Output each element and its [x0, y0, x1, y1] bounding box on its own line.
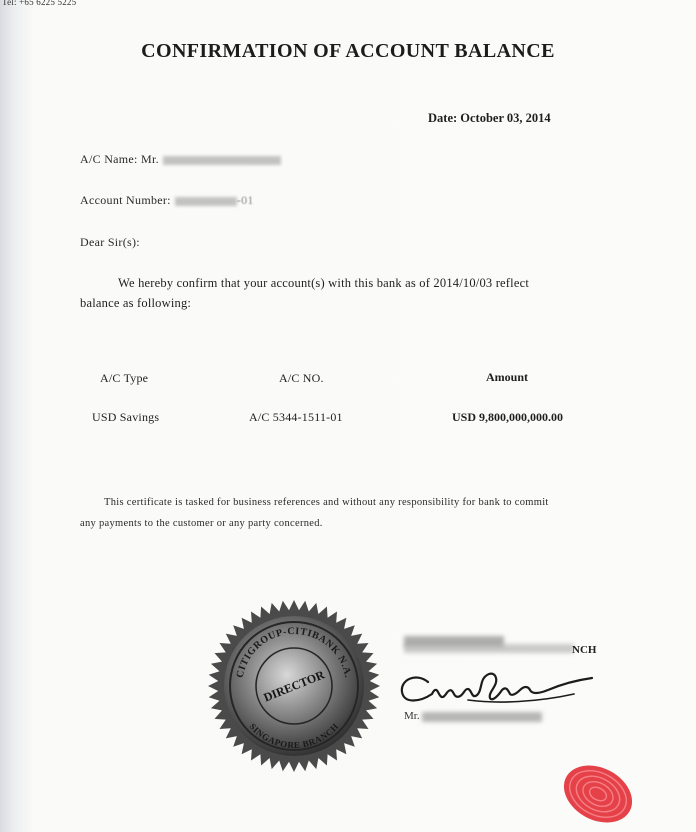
disclaimer-line-1: This certificate is tasked for business references and without any responsibility for bank to commit: [104, 497, 549, 508]
document-title: CONFIRMATION OF ACCOUNT BALANCE: [141, 40, 555, 62]
redacted-name: [163, 156, 281, 165]
seal-text-center: DIRECTOR: [261, 667, 327, 705]
account-name-row: [80, 152, 281, 167]
seal-text-top: CITIGROUP-CITIBANK N.A.: [234, 625, 354, 679]
table-header-amount: Amount: [486, 370, 529, 384]
fingerprint-mark: [556, 756, 640, 832]
account-number-label: Account Number:: [80, 193, 171, 207]
redacted-branch-line: [404, 644, 574, 653]
table-cell-amount: USD 9,800,000,000.00: [452, 410, 564, 424]
telephone-header: Tel: +65 6225 5225: [2, 0, 77, 7]
body-paragraph-line-1: We hereby confirm that your account(s) with this bank as of 2014/10/03 reflect: [118, 276, 530, 290]
handwritten-signature: [398, 660, 598, 712]
redacted-signatory-name: [422, 712, 542, 722]
salutation: Dear Sir(s):: [80, 235, 140, 249]
account-number-row: [80, 193, 254, 208]
branch-suffix: NCH: [572, 644, 597, 656]
document-date: Date: October 03, 2014: [428, 111, 551, 125]
signature-block: [404, 636, 604, 726]
table-header-number: A/C NO.: [279, 371, 324, 385]
table-header-type: A/C Type: [100, 371, 149, 385]
disclaimer-line-2: any payments to the customer or any party concerned.: [80, 518, 323, 529]
account-name-label: A/C Name: Mr.: [80, 152, 159, 166]
body-paragraph-line-2: balance as following:: [80, 296, 192, 310]
table-cell-number: A/C 5344-1511-01: [249, 410, 343, 424]
signatory-title: Mr.: [404, 710, 420, 722]
account-number-suffix: -01: [236, 193, 254, 207]
table-cell-type: USD Savings: [92, 410, 160, 424]
seal-text-bottom: SINGAPORE BRANCH: [247, 721, 341, 751]
redacted-account-number: [175, 197, 237, 206]
director-seal: [206, 598, 382, 774]
